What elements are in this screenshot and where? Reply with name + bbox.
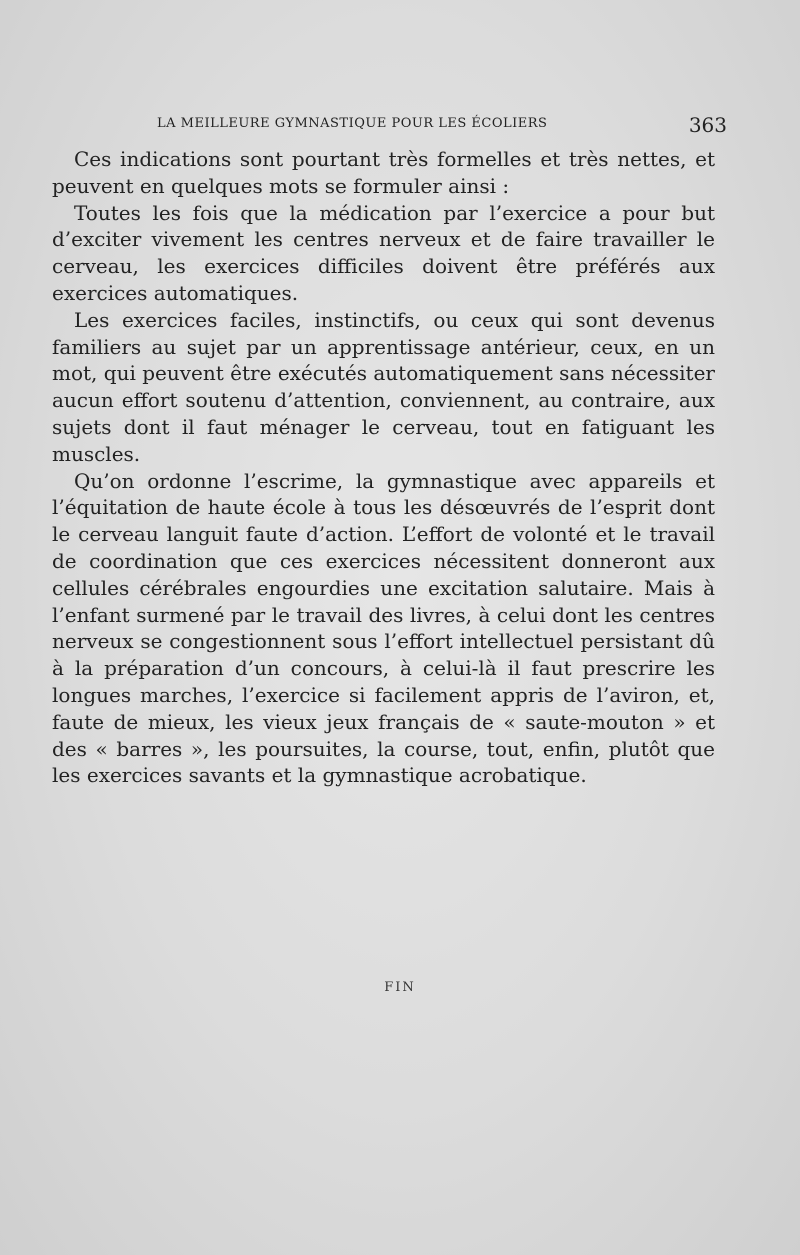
end-mark: FIN xyxy=(384,980,416,995)
paragraph: Toutes les fois que la médication par l’exercice a pour but d’exciter vivement les centres nerveux et de faire travailler le cerveau, les exercices difficiles doivent être préférés aux exercices automatiques. xyxy=(52,200,715,305)
page-number: 363 xyxy=(688,113,727,137)
paragraph: Les exercices faciles, instinctifs, ou ceux qui sont devenus familiers au sujet par un apprentissage antérieur, ceux, en un mot, qui peuvent être exécutés automatiquement sans nécessiter aucun effort soutenu d’attention, conviennent, au contraire, aux sujets dont il faut ménager le cerveau, tout en fatiguant les muscles. xyxy=(52,307,715,466)
running-head xyxy=(157,113,727,140)
paragraph: Qu’on ordonne l’escrime, la gymnastique avec appareils et l’équitation de haute école à tous les désœuvrés de l’esprit dont le cerveau languit faute d’action. L’effort de volonté et le travail de coordination que ces exercices nécessitent donneront aux cellules cérébrales engourdies une excitation salutaire. Mais à l’enfant surmené par le travail des livres, à celui dont les centres nerveux se congestionnent sous l’effort intellectuel persistant dû à la préparation d’un concours, à celui-là il faut prescrire les longues marches, l’exercice si facilement appris de l’aviron, et, faute de mieux, les vieux jeux français de « saute-mouton » et des « barres », les poursuites, la course, tout, enfin, plutôt que les exercices savants et la gymnastique acrobatique. xyxy=(52,468,715,788)
running-title: LA MEILLEURE GYMNASTIQUE POUR LES ÉCOLIERS xyxy=(157,116,548,131)
body-text xyxy=(52,146,715,789)
paragraph: Ces indications sont pourtant très formelles et très nettes, et peuvent en quelques mots se formuler ainsi : xyxy=(52,147,715,198)
